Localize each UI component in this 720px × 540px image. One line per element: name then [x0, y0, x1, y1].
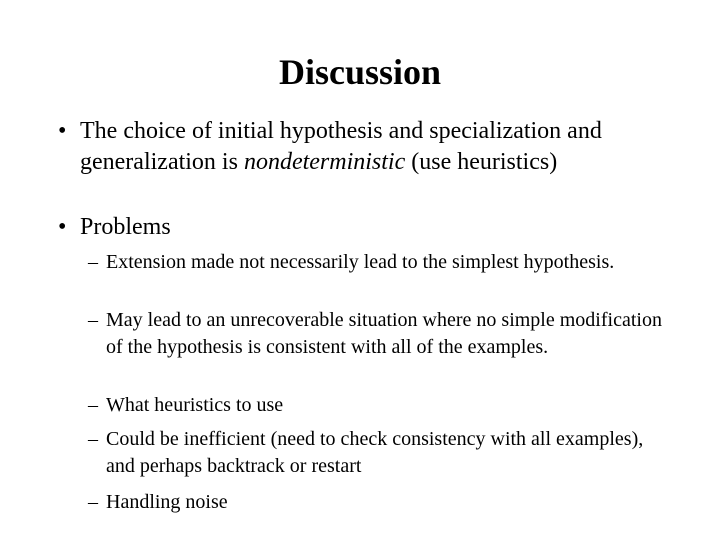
dash-marker: –	[88, 491, 98, 513]
sub-bullet-text: Handling noise	[106, 491, 228, 513]
sub-bullet-extension	[88, 249, 666, 276]
bullet-marker: •	[58, 214, 67, 240]
sub-bullet-noise	[88, 489, 666, 516]
dash-marker: –	[88, 394, 98, 416]
bullet-text: Problems	[80, 214, 171, 240]
sub-bullet-text: What heuristics to use	[106, 394, 284, 416]
bullet-problems	[58, 212, 680, 243]
sub-bullet-text: Could be inefficient (need to check consistency with all examples), and perhaps backtrack or restart	[106, 428, 644, 477]
sub-bullet-unrecoverable	[88, 307, 666, 361]
sub-bullet-text: May lead to an unrecoverable situation where no simple modification of the hypothesis is consistent with all of the examples.	[106, 309, 662, 358]
bullet-text-end: (use heuristics)	[405, 149, 558, 175]
bullet-emphasis: nondeterministic	[243, 149, 406, 175]
dash-marker: –	[88, 309, 98, 331]
bullet-nondeterministic	[58, 116, 680, 178]
bullet-marker: •	[58, 118, 67, 144]
dash-marker: –	[88, 428, 98, 450]
dash-marker: –	[88, 251, 98, 273]
slide-title: Discussion	[278, 52, 442, 92]
sub-bullet-text: Extension made not necessarily lead to the simplest hypothesis.	[106, 251, 615, 273]
sub-bullet-inefficient	[88, 426, 666, 480]
bullet-text: The choice of initial hypothesis and specialization and generalization is	[80, 118, 602, 175]
sub-bullet-heuristics	[88, 392, 666, 419]
